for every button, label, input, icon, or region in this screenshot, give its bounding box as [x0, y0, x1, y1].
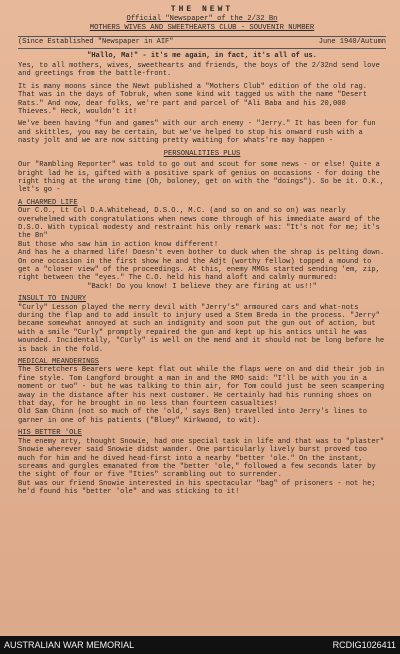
newsletter-content: [18, 6, 386, 501]
greeting-line: "Hallo, Ma!" - it's me again, in fact, it's all of us.: [87, 51, 317, 60]
section-heading: HIS BETTER 'OLE: [18, 429, 82, 438]
intro-paragraph: Yes, to all mothers, wives, sweethearts and friends, the boys of the 2/32nd send love and greetings from the battle-front.: [18, 62, 380, 79]
section-paragraph: But those who saw him in action know different!: [18, 240, 219, 249]
archive-footer: [0, 636, 400, 654]
established-note: (Since Established "Newspaper in AIF": [18, 38, 174, 47]
intro-paragraph: We've been having "fun and games" with our arch enemy - "Jerry." It has been for fun and skittles, you may be certain, but we've helped to stop his onward rush with a nasty jolt and we are now sitting pretty waiting for whats're may happen -: [18, 120, 376, 146]
section-paragraph: "Back! Do you know! I believe they are firing at us!!": [87, 282, 317, 291]
section-paragraph: "Curly" Lesson played the merry devil with "Jerry's" armoured cars and what-nots during the flap and to add insult to injury used a Stem Breda in the process. "Jerry" became somewhat annoyed at such an indignity and soon put the gun out of action, but with a smile "Curly" promptly repaired the gun and kept up his antics until he was wounded. Incidentally, "Curly" is well on the mend and it should not be long before he is back in the fold.: [18, 303, 385, 354]
personalities-heading: PERSONALITIES PLUS: [163, 149, 241, 158]
section-paragraph: Our C.O., Lt Col D.A.Whitehead, D.S.O., M.C. (and so on and so on) was nearly overwhelmed with congratulations when news come through of his immediate award of the D.S.O. With typical modesty and restraint his only remark was: "It's not for me; it's the Bn": [18, 207, 380, 241]
newsletter-subtitle: Official "Newspaper" of the 2/32 Bn: [126, 15, 278, 24]
section-paragraph: But was our friend Snowie interested in his spectacular "bag" of prisoners - not he; he'd found his "better 'ole" and was sticking to it!: [18, 479, 376, 497]
archive-source: AUSTRALIAN WAR MEMORIAL: [4, 640, 135, 650]
personalities-intro: Our "Rambling Reporter" was told to go out and scout for some news - or else! Quite a bright lad he is, gifted with a positive spark of genius on occasions - for doing the right thing at the wrong time (Oh, boloney, get on with the "doings"). So be it. O.K., let's go -: [18, 161, 385, 195]
section-heading: MEDICAL MEANDERINGS: [18, 358, 99, 367]
section-heading: A CHARMED LIFE: [18, 198, 78, 207]
section-paragraph: The enemy arty, thought Snowie, had one special task in life and that was to "plaster" Snowie wherever said Snowie didst wander. One particularly lively burst proved too much for him and he dived head-first into a nearby "better 'ole." On the instant, screams and gurgles emanated from the "better 'ole," followed a few seconds later by the sight of four or five "Ities" scrambling out to surrender.: [18, 437, 385, 480]
section-paragraph: The Stretchers Bearers were kept flat out while the flaps were on and did their job in fine style. Tom Langford brought a man in and the RMO said: "I'll be with you in a moment or two" - but he was talking to thin air, for Tom could just be seen scampering away in the distance after his next customer. He certainly had his running shoes on that day, for he brought in no less than fourteen casualties!: [18, 366, 385, 409]
archive-record-id: RCDIG1026411: [332, 640, 396, 650]
section-heading: INSULT TO INJURY: [18, 295, 87, 304]
section-paragraph: Old Sam Chinn (not so much of the 'old,' says Ben) travelled into Jerry's lines to garner in one of his patients ("Bluey" Kirkwood, to wit).: [18, 408, 368, 425]
section-paragraph: And has he a charmed life! Doesn't even bother to duck when the shrap is pelting down. On one occasion in the first show he and the Adjt (worthy fellow) topped a mound to get a "closer view" of the proceedings. At this, enemy MMGs started sending 'em, zip, right between the "eyes." The C.O. held his hand aloft and calmly murmured:: [18, 249, 385, 283]
club-banner: MOTHERS WIVES AND SWEETHEARTS CLUB - SOUVENIR NUMBER: [89, 23, 315, 32]
intro-paragraph: It is many moons since the Newt published a "Mothers Club" edition of the old rag. That was in the days of Tobruk, when some kind wit tagged us with the name "Desert Rats." And now, dear folks, we're part and parcel of "Ali Baba and his 20,000 Thieves." Heck, wouldn't it!: [18, 82, 368, 117]
masthead-info-row: [18, 36, 386, 48]
issue-date: June 1940/Autumn: [318, 38, 386, 47]
newsletter-title: THE NEWT: [170, 5, 234, 14]
